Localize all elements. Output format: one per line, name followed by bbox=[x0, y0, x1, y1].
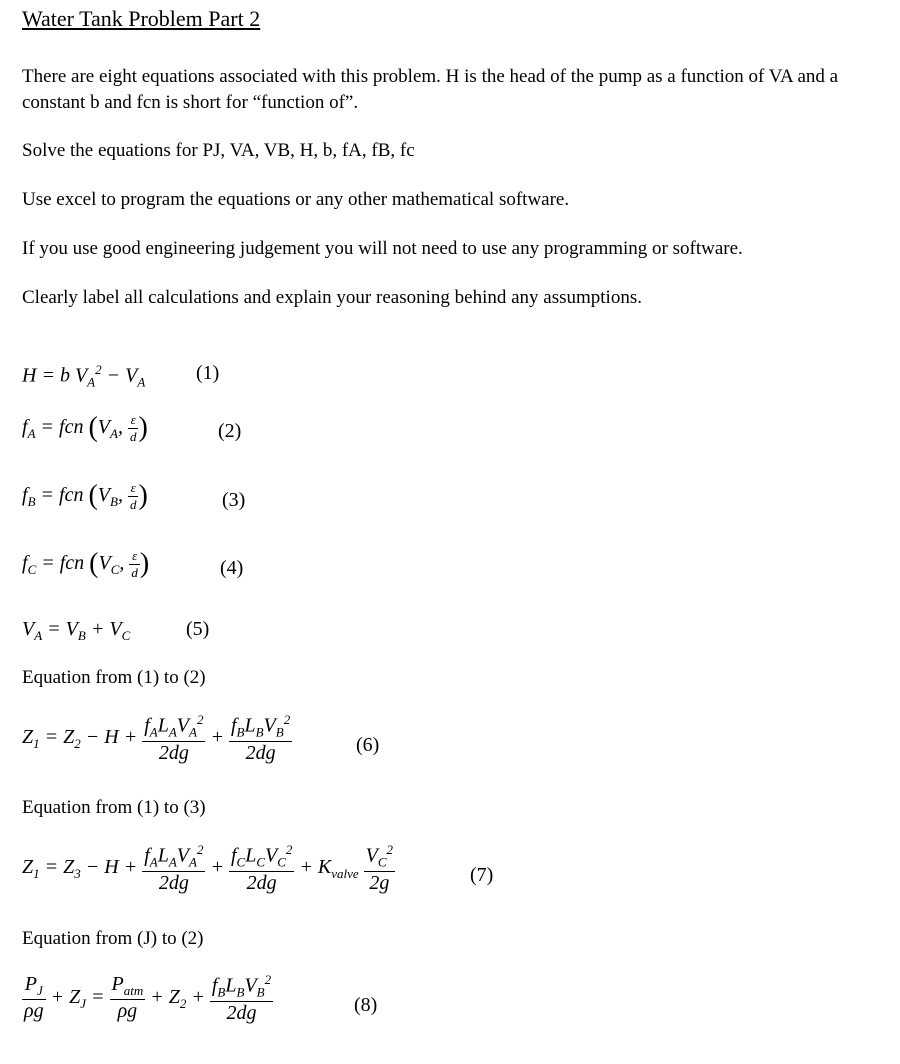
equation-4: $f_C$ = fcn ($V_C$, $\frac{\varepsilon}{d}$ ) bbox=[22, 548, 150, 580]
page-title: Water Tank Problem Part 2 bbox=[22, 6, 261, 31]
heading-j-to-2: Equation from (J) to (2) bbox=[22, 928, 204, 949]
equation-7-number: (7) bbox=[470, 864, 494, 886]
equation-6: $Z_1 = Z_2 - H$ + $\frac{f_AL_AV_A^2}{2dg}$ + $\frac{f_BL_BV_B^2}{2dg}$ bbox=[22, 712, 291, 764]
equation-2: $f_A$ = fcn ($V_A$, $\frac{\varepsilon}{d}$ ) bbox=[22, 412, 148, 444]
intro-paragraph: There are eight equations associated with this problem. H is the head of the pump as a function of VA and a constant b and fcn is short for “function of”. bbox=[22, 66, 839, 113]
heading-1-to-2: Equation from (1) to (2) bbox=[22, 667, 206, 688]
equation-6-number: (6) bbox=[356, 734, 380, 756]
equation-2-number: (2) bbox=[218, 420, 242, 442]
equation-8-number: (8) bbox=[354, 994, 378, 1016]
label-instruction: Clearly label all calculations and explain your reasoning behind any assumptions. bbox=[22, 287, 642, 308]
equation-1-number: (1) bbox=[196, 362, 220, 384]
judgement-note: If you use good engineering judgement you will not need to use any programming or software. bbox=[22, 238, 743, 259]
equation-5-number: (5) bbox=[186, 618, 210, 640]
equation-1: H = b $V_A^2 - V_A$ bbox=[22, 362, 146, 390]
equation-3: $f_B$ = fcn ($V_B$, $\frac{\varepsilon}{d}$ ) bbox=[22, 480, 148, 512]
equation-5: $V_A = V_B + V_C$ bbox=[22, 618, 131, 643]
excel-instruction: Use excel to program the equations or any other mathematical software. bbox=[22, 189, 570, 210]
solve-instruction: Solve the equations for PJ, VA, VB, H, b, fA, fB, fc bbox=[22, 140, 415, 161]
equation-3-number: (3) bbox=[222, 489, 246, 511]
heading-1-to-3: Equation from (1) to (3) bbox=[22, 797, 206, 818]
equation-4-number: (4) bbox=[220, 557, 244, 579]
equation-7: $Z_1 = Z_3 - H$ + $\frac{f_AL_AV_A^2}{2dg}$ + $\frac{f_CL_CV_C^2}{2dg}$ + $K_{valve}$ $\frac{V_C^2}{2g}$ bbox=[22, 842, 394, 894]
equation-8: $\frac{P_J}{\rho g}$ + $Z_J$ = $\frac{P_{atm}}{\rho g}$ + $Z_2$ + $\frac{f_BL_BV_B^2}{2dg}$ bbox=[24, 972, 272, 1024]
